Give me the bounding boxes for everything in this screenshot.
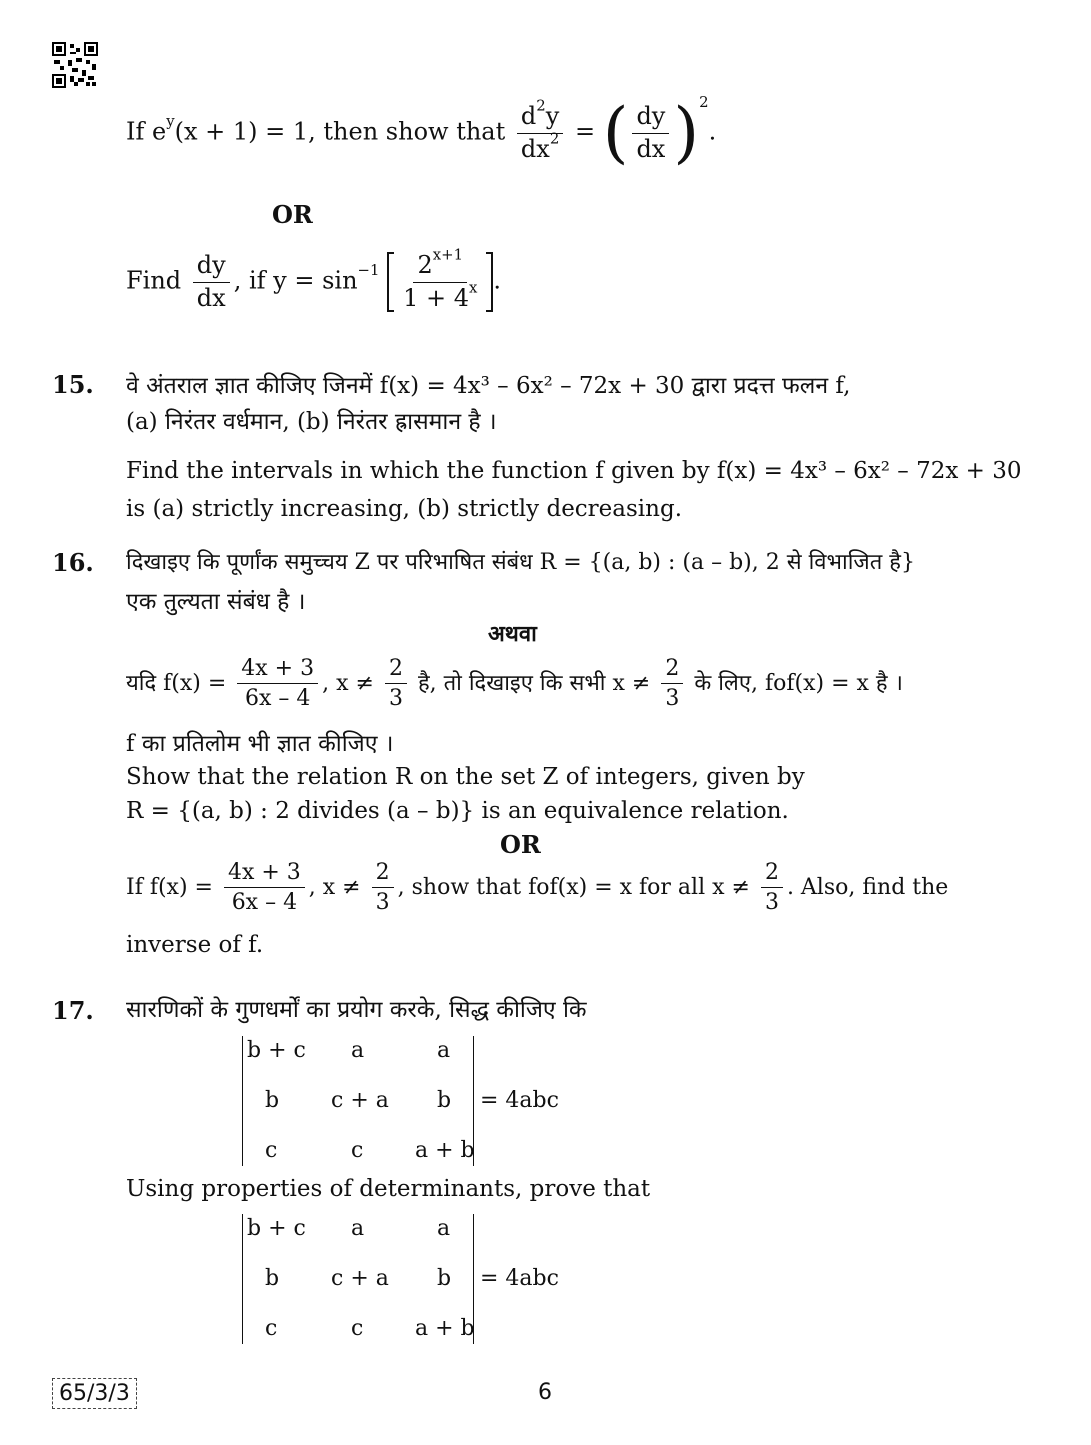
q16-hindi-alternative: यदि f(x) = $\frac{4x + 3}{6x - 4}$ , x ≠ $\frac{2}{3}$ है, तो दिखाइए कि सभी x ≠ $\frac{2}{3}$ के लिए, fof(x) = x है । [126,656,903,712]
q17-hindi-line: सारणिकों के गुणधर्मों का प्रयोग करके, सिद्ध कीजिए कि [126,997,587,1023]
q16-english-alternative-line-2: inverse of f. [126,932,264,958]
q16-athva-label: अथवा [488,621,537,647]
det-cell: a [437,1216,451,1241]
det-cell: a [437,1038,451,1063]
q16-or-label: OR [500,830,541,859]
qr-code-icon [52,42,98,88]
q16-hindi-alternative-line-2: f का प्रतिलोम भी ज्ञात कीजिए । [126,731,394,757]
det-cell: b + c [247,1216,306,1241]
q16-english-line-1: Show that the relation R on the set Z of integers, given by [126,764,805,790]
paper-code: 65/3/3 [52,1378,137,1409]
q16-hindi-line-1: दिखाइए कि पूर्णांक समुच्चय Z पर परिभाषित संबंध R = {(a, b) : (a – b), 2 से विभाजित है} [126,550,915,575]
det-cell: a + b [415,1138,475,1163]
q15-english-line-2: is (a) strictly increasing, (b) strictly decreasing. [126,496,683,522]
q15-hindi-line-1: वे अंतराल ज्ञात कीजिए जिनमें f(x) = 4x³ – 6x² – 72x + 30 द्वारा प्रदत्त फलन f, [126,373,851,399]
q15-hindi-line-2: (a) निरंतर वर्धमान, (b) निरंतर ह्रासमान है । [126,409,497,435]
det-cell: b [265,1088,280,1113]
q14-second-derivative-fraction: $\frac{d^2y}{dx^2}$ [517,103,563,163]
det-cell: c + a [331,1088,389,1113]
det-cell: a [351,1038,365,1063]
q17-english-line: Using properties of determinants, prove that [126,1176,651,1202]
det-cell: c + a [331,1266,389,1291]
det-cell: c [265,1138,278,1163]
det-cell: b [437,1266,452,1291]
q16-english-alternative: If f(x) = $\frac{4x + 3}{6x - 4}$ , x ≠ $\frac{2}{3}$ , show that fof(x) = x for all x ≠ $\frac{2}{3}$ . Also, find the [126,860,949,916]
q15-english-line-1: Find the intervals in which the function f given by f(x) = 4x³ – 6x² – 72x + 30 [126,458,1022,484]
q14-first-derivative-fraction: $\frac{dy}{dx}$ [632,103,669,163]
det-cell: b [265,1266,280,1291]
det-cell: b [437,1088,452,1113]
q16-hindi-line-2: एक तुल्यता संबंध है । [126,589,306,615]
det-cell: a + b [415,1316,475,1341]
det-cell: b + c [247,1038,306,1063]
q17-determinant-english [242,1214,474,1344]
q17-rhs-english: = 4abc [480,1266,559,1291]
det-cell: a [351,1216,365,1241]
det-cell: c [265,1316,278,1341]
question-number-16: 16. [52,548,94,577]
q16-english-line-2: R = {(a, b) : 2 divides (a – b)} is an equivalence relation. [126,798,789,824]
q14-square-bracket: $\frac{2^{x+1}}{1 + 4^x}$ [387,252,493,312]
det-cell: c [351,1316,364,1341]
q14-alternative-statement: Find $\frac{dy}{dx}$ , if $y = \sin^{-1}$ $\frac{2^{x+1}}{1 + 4^x}$ . [126,245,502,312]
question-number-15: 15. [52,370,94,399]
q17-rhs-hindi: = 4abc [480,1088,559,1113]
det-cell: c [351,1138,364,1163]
page-number: 6 [538,1380,552,1405]
question-number-17: 17. [52,996,94,1025]
q17-determinant-hindi [242,1036,474,1166]
q14-main-statement: If $e^y(x + 1) = 1$, then show that $\frac{d^2y}{dx^2}$ = ( $\frac{dy}{dx}$ )$^2$. [126,92,717,171]
q14-or-label: OR [272,200,313,229]
